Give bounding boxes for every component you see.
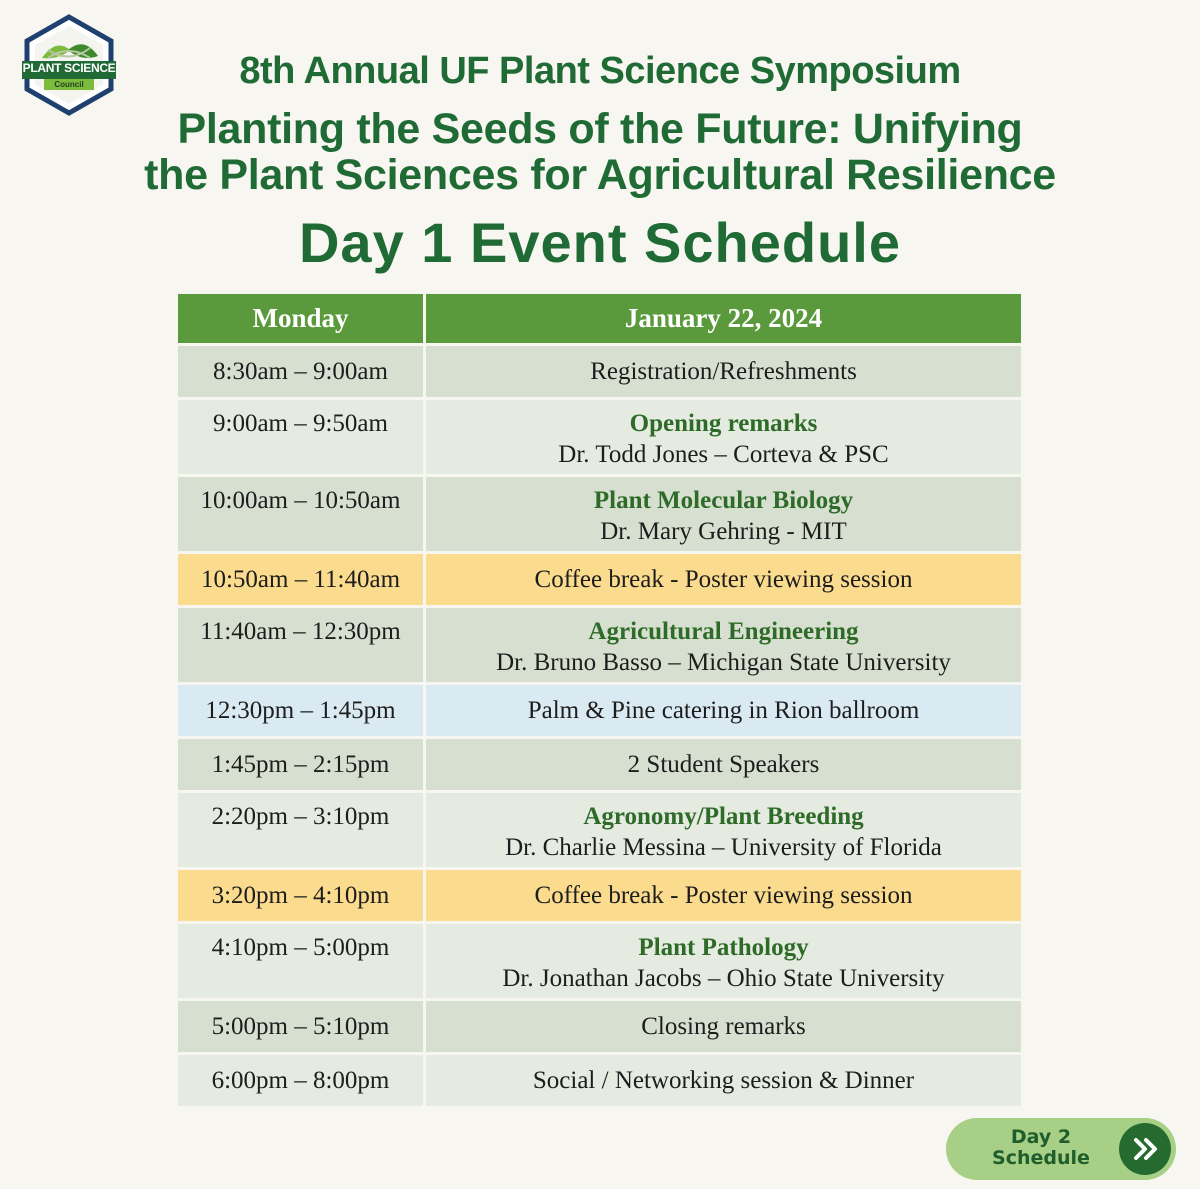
table-row bbox=[178, 1055, 1021, 1106]
symposium-theme bbox=[0, 106, 1200, 198]
table-row bbox=[178, 870, 1021, 921]
logo-text-1: PLANT SCIENCE bbox=[22, 61, 116, 75]
event-cell: Palm & Pine catering in Rion ballroom bbox=[426, 685, 1021, 736]
session-speaker: Dr. Todd Jones – Corteva & PSC bbox=[558, 441, 889, 468]
time-cell: 8:30am – 9:00am bbox=[178, 346, 423, 397]
time-cell: 3:20pm – 4:10pm bbox=[178, 870, 423, 921]
table-row bbox=[178, 685, 1021, 736]
symposium-title: 8th Annual UF Plant Science Symposium bbox=[239, 50, 961, 92]
session-speaker: Dr. Jonathan Jacobs – Ohio State University bbox=[502, 965, 945, 992]
event-cell: Social / Networking session & Dinner bbox=[426, 1055, 1021, 1106]
event-cell: 2 Student Speakers bbox=[426, 739, 1021, 790]
time-cell: 1:45pm – 2:15pm bbox=[178, 739, 423, 790]
table-row bbox=[178, 924, 1021, 998]
event-cell: Coffee break - Poster viewing session bbox=[426, 870, 1021, 921]
session-topic: Agricultural Engineering bbox=[588, 618, 859, 645]
table-row bbox=[178, 346, 1021, 397]
day-2-schedule-button[interactable] bbox=[946, 1118, 1176, 1180]
table-header bbox=[178, 294, 1021, 343]
event-cell bbox=[426, 924, 1021, 998]
theme-line-2: the Plant Sciences for Agricultural Resilience bbox=[144, 151, 1056, 199]
event-cell: Registration/Refreshments bbox=[426, 346, 1021, 397]
session-topic: Opening remarks bbox=[629, 410, 818, 437]
time-cell: 9:00am – 9:50am bbox=[178, 400, 423, 474]
table-row bbox=[178, 400, 1021, 474]
time-cell: 6:00pm – 8:00pm bbox=[178, 1055, 423, 1106]
time-cell: 5:00pm – 5:10pm bbox=[178, 1001, 423, 1052]
schedule-table bbox=[178, 294, 1021, 1109]
event-cell bbox=[426, 793, 1021, 867]
day-2-button-label bbox=[982, 1127, 1100, 1169]
day-2-label-line-1: Day 2 bbox=[1010, 1126, 1072, 1148]
time-cell: 11:40am – 12:30pm bbox=[178, 608, 423, 682]
session-speaker: Dr. Bruno Basso – Michigan State University bbox=[496, 649, 951, 676]
session-speaker: Dr. Charlie Messina – University of Florida bbox=[505, 834, 942, 861]
event-cell: Coffee break - Poster viewing session bbox=[426, 554, 1021, 605]
header-day: Monday bbox=[178, 294, 423, 343]
table-row bbox=[178, 793, 1021, 867]
event-cell: Closing remarks bbox=[426, 1001, 1021, 1052]
day-2-label-line-2: Schedule bbox=[992, 1147, 1090, 1169]
table-row bbox=[178, 477, 1021, 551]
event-cell bbox=[426, 400, 1021, 474]
table-row bbox=[178, 739, 1021, 790]
session-speaker: Dr. Mary Gehring - MIT bbox=[600, 518, 847, 545]
time-cell: 10:00am – 10:50am bbox=[178, 477, 423, 551]
event-cell bbox=[426, 477, 1021, 551]
logo-text-2: Council bbox=[54, 80, 84, 89]
header-date: January 22, 2024 bbox=[426, 294, 1021, 343]
time-cell: 4:10pm – 5:00pm bbox=[178, 924, 423, 998]
session-topic: Agronomy/Plant Breeding bbox=[583, 803, 864, 830]
time-cell: 10:50am – 11:40am bbox=[178, 554, 423, 605]
time-cell: 2:20pm – 3:10pm bbox=[178, 793, 423, 867]
event-cell bbox=[426, 608, 1021, 682]
session-topic: Plant Pathology bbox=[638, 934, 809, 961]
session-topic: Plant Molecular Biology bbox=[593, 487, 854, 514]
table-row bbox=[178, 608, 1021, 682]
table-row bbox=[178, 554, 1021, 605]
table-row bbox=[178, 1001, 1021, 1052]
time-cell: 12:30pm – 1:45pm bbox=[178, 685, 423, 736]
double-chevron-right-icon[interactable] bbox=[1119, 1123, 1171, 1175]
theme-line-1: Planting the Seeds of the Future: Unifying bbox=[177, 105, 1023, 153]
day-schedule-title: Day 1 Event Schedule bbox=[298, 211, 901, 274]
